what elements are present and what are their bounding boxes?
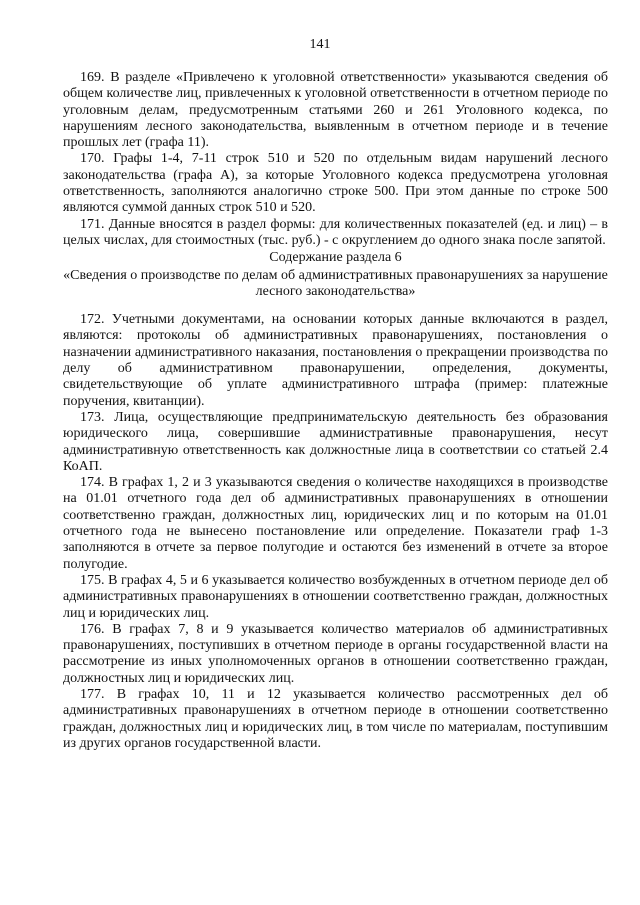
paragraph-169: 169. В разделе «Привлечено к уголовной ответственности» указываются сведения об общем количестве лиц, привлеченных к уголовной ответственности в отчетном периоде по уголовным делам, предусмотренным статьями 260 и 261 Уголовного кодекса, по нарушениям лесного законодательства, выявленным в отчетном периоде и в течение прошлых лет (графа 11). [63,70,608,151]
section-title: «Сведения о производстве по делам об административных правонарушениях за нарушение лесного законодательства» [63,267,608,299]
document-body [63,70,608,752]
paragraph-170: 170. Графы 1-4, 7-11 строк 510 и 520 по отдельным видам нарушений лесного законодательства (графа А), за которые Уголовного кодекса предусмотрена уголовная ответственность, заполняются аналогично строке 500. При этом данные по строке 500 являются суммой данных строк 510 и 520. [63,151,608,216]
section-heading: Содержание раздела 6 [269,250,402,266]
paragraph-173: 173. Лица, осуществляющие предпринимательскую деятельность без образования юридического лица, совершившие административные правонарушения, несут административную ответственность как должностные лица в соответствии со статьей 2.4 КоАП. [63,409,608,474]
paragraph-171: 171. Данные вносятся в раздел формы: для количественных показателей (ед. и лиц) – в целых числах, для стоимостных (тыс. руб.) - с округлением до одного знака после запятой. [63,216,608,248]
page-number: 141 [309,37,331,52]
paragraph-177: 177. В графах 10, 11 и 12 указывается количество рассмотренных дел об административных правонарушениях в отчетном периоде в отношении соответственно граждан, должностных лиц и юридических лиц, в том числе по материалам, поступившим из других органов государственной власти. [63,686,608,751]
paragraph-176: 176. В графах 7, 8 и 9 указывается количество материалов об административных правонарушениях, поступивших в отчетном периоде в органы государственной власти на рассмотрение из иных уполномоченных органов в отношении соответственно граждан, должностных лиц и юридических лиц. [63,621,608,686]
paragraph-172: 172. Учетными документами, на основании которых данные включаются в раздел, являются: протоколы об административных правонарушениях, постановления о назначении административного наказания, постановления о прекращении производства по делу об административном правонарушении, определения, документы, свидетельствующие об уплате административного штрафа (пример: платежные поручения, квитанции). [63,312,608,409]
paragraph-174: 174. В графах 1, 2 и 3 указываются сведения о количестве находящихся в производстве на 01.01 отчетного года дел об административных правонарушениях в отношении соответственно граждан, должностных лиц, юридических лиц и по которым на 01.01 отчетного года не вынесено постановление или определение. Показатели граф 1-3 заполняются в отчете за первое полугодие и остаются без изменений в отчете за второе полугодие. [63,475,608,572]
paragraph-175: 175. В графах 4, 5 и 6 указывается количество возбужденных в отчетном периоде дел об административных правонарушениях в отношении соответственно граждан, должностных лиц и юридических лиц. [63,572,608,621]
